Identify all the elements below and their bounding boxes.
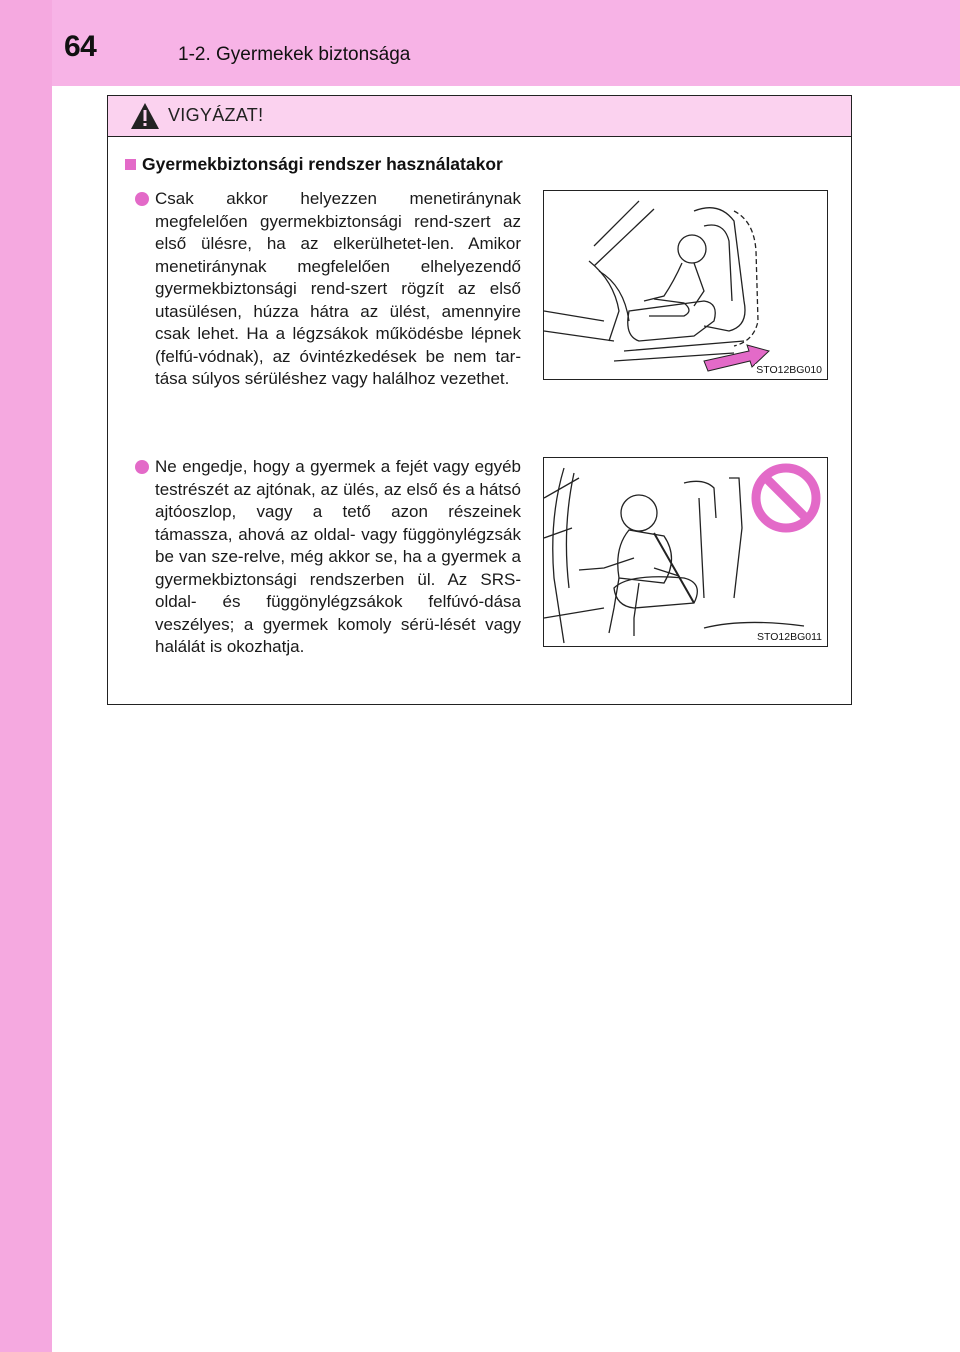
warning-header xyxy=(108,96,851,137)
square-bullet-icon xyxy=(125,159,136,170)
prohibition-icon xyxy=(756,468,816,528)
round-bullet-icon xyxy=(135,192,149,206)
section-title: 1-2. Gyermekek biztonsága xyxy=(178,44,411,65)
warning-item-text: Ne engedje, hogy a gyermek a fejét vagy egyéb testrészét az ajtónak, az ülés, az első és a hátsó ajtóoszlop, vagy a tető azon részeinek támassza, ahová az oldal- vagy függönylégzsák be van sze-relve, még akkor se, ha a gyermek a gyermekbiztonsági rendszerben ül. Az SRS-oldal- és függönylégzsákok felfúvó-dása veszélyes; a gyermek komoly sérü-lését vagy halálát is okozhatja. xyxy=(155,457,521,656)
warning-subheading xyxy=(125,154,503,175)
figure-code: STO12BG011 xyxy=(757,631,822,643)
child-seat-illustration xyxy=(544,191,828,380)
page-number: 64 xyxy=(64,30,97,63)
warning-item xyxy=(135,188,521,391)
subheading-text: Gyermekbiztonsági rendszer használatakor xyxy=(142,154,503,174)
warning-triangle-icon xyxy=(130,102,160,130)
figure-front-seat-child-seat xyxy=(543,190,828,380)
figure-child-leaning-door xyxy=(543,457,828,647)
warning-item-text: Csak akkor helyezzen menetiránynak megfelelően gyermekbiztonsági rend-szert az első ülésre, ha az elkerülhetet-len. Amikor menetiránynak megfelelően elhelyezendő gyermekbiztonsági rend-szert rögzít az első utasülésen, húzza hátra az ülést, amennyire csak lehet. Ha a légzsákok működésbe lépnek (felfú-vódnak), az óvintézkedések be nem tar-tása súlyos sérüléshez vagy halálhoz vezethet. xyxy=(155,189,521,388)
header-band xyxy=(52,0,960,86)
warning-box xyxy=(107,95,852,705)
warning-item xyxy=(135,456,521,659)
figure-code: STO12BG010 xyxy=(756,364,822,376)
round-bullet-icon xyxy=(135,460,149,474)
child-booster-illustration xyxy=(544,458,828,647)
warning-label: VIGYÁZAT! xyxy=(168,105,264,125)
side-color-strip xyxy=(0,0,52,1352)
